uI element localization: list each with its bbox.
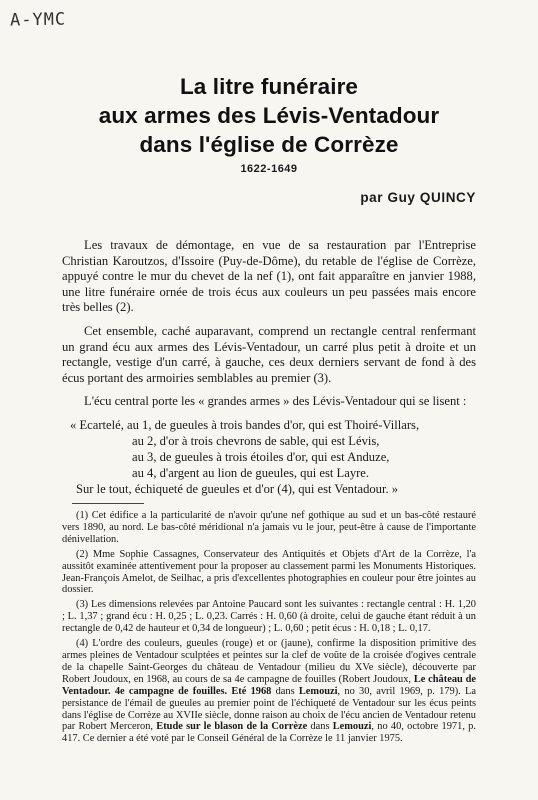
footnote-divider <box>72 503 144 504</box>
footnotes <box>62 510 476 748</box>
footnote-4-journal-1: Lemouzi <box>298 685 338 697</box>
footnote-4-part-e: , no 30, avril 1969, p. 179). La persistance de l'émail de gueules au premier point de l'échiqueté de Ventadour sur les écus peints dans l'église de Corrèze au XVIIe siècle, donne raison au choix de l'écu ancien de Ventadour retenu par Robert Merceron, <box>62 685 476 733</box>
paragraph-3: L'écu central porte les « grandes armes » des Lévis-Ventadour qui se lisent : <box>84 394 467 409</box>
title-line-3: dans l'église de Corrèze <box>139 132 399 157</box>
title-line-2: aux armes des Lévis-Ventadour <box>98 103 440 128</box>
article-body <box>62 238 476 413</box>
footnote-4-citation-1: Le château de Ventadour. 4e campagne de fouilles. Eté 1968 <box>62 673 476 697</box>
author-byline: par Guy QUINCY <box>360 190 476 205</box>
blazon-line-1: « Ecartelé, au 1, de gueules à trois bandes d'or, qui est Thoiré-Villars, <box>70 418 420 432</box>
title-dates: 1622-1649 <box>240 163 298 175</box>
blazon-line-3: au 3, de gueules à trois étoiles d'or, qui est Anduze, <box>132 450 390 464</box>
footnote-4-part-g: dans <box>310 721 330 733</box>
footnote-1: (1) Cet édifice a la particularité de n'avoir qu'une nef gothique au sud et un bas-côté restauré vers 1890, au nord. Le bas-côté méridional n'a jamais vu le jour, peut-être à cause de l'importante dénivellation. <box>62 510 476 545</box>
footnote-3: (3) Les dimensions relevées par Antoine Paucard sont les suivantes : rectangle central : H. 1,20 ; L. 1,37 ; grand écu : H. 0,25 ; L. 0,23. Carrés : H. 0,60 (à droite, celui de gauche étant réduit à un rectangle de 0,42 de hauteur et 0,34 de longueur) ; L. 0,60 ; petit écus : H. 0,18 ; L. 0,17. <box>62 599 476 635</box>
footnote-2: (2) Mme Sophie Cassagnes, Conservateur des Antiquités et Objets d'Art de la Corrèze, l'a aussitôt examinée attentivement pour la proposer au classement parmi les Monuments Historiques. Jean-François Amelot, de Seilhac, a pris d'excellentes photographies en couleur pour être jointes au dossier. <box>62 548 476 596</box>
handwritten-annotation: A-YMC <box>9 9 67 31</box>
footnote-4-part-i: , no 40, octobre 1971, p. 417. Ce dernier a été voté par le Conseil Général de la Corrèze le 11 janvier 1975. <box>62 721 476 745</box>
footnote-4 <box>62 638 476 745</box>
footnote-4-citation-2: Etude sur le blason de la Corrèze <box>156 721 308 733</box>
blazon-line-2: au 2, d'or à trois chevrons de sable, qui est Lévis, <box>132 434 380 448</box>
blazon-line-4: au 4, d'argent au lion de gueules, qui est Layre. <box>132 466 370 480</box>
title-line-1: La litre funéraire <box>179 74 359 99</box>
footnote-4-journal-2: Lemouzi <box>332 721 372 733</box>
blazon-quote <box>62 417 482 497</box>
article-title <box>0 72 538 175</box>
footnote-4-part-a: (4) L'ordre des couleurs, gueules (rouge) et or (jaune), confirme la disposition primitive des armes pleines de Ventadour sculptées et peintes sur la clef de voûte de la croisée d'ogives centrale de la chapelle Saint-Georges du château de Ventadour (milieu du XVe siècle), découverte par Robert Joudoux, en 1968, au cours de sa 4e campagne de fouilles (Robert Joudoux, <box>62 638 476 685</box>
footnote-4-part-c: dans <box>275 685 295 697</box>
blazon-line-5: Sur le tout, échiqueté de gueules et d'or (4), qui est Ventadour. » <box>76 482 399 496</box>
paragraph-2: Cet ensemble, caché auparavant, comprend un rectangle central renfermant un grand écu aux armes des Lévis-Ventadour, un carré plus petit à droite et un rectangle, vestige d'un carré, à gauche, ces deux derniers servant de fond à des écus portant des armoiries semblables au premier (3). <box>62 323 476 385</box>
paragraph-1: Les travaux de démontage, en vue de sa restauration par l'Entreprise Christian Karoutzos, d'Issoire (Puy-de-Dôme), du retable de l'église de Corrèze, appuyé contre le mur du chevet de la nef (1), ont fait apparaître en janvier 1988, une litre funéraire ornée de trois écus aux couleurs un peu passées mais encore très belles (2). <box>62 238 476 315</box>
